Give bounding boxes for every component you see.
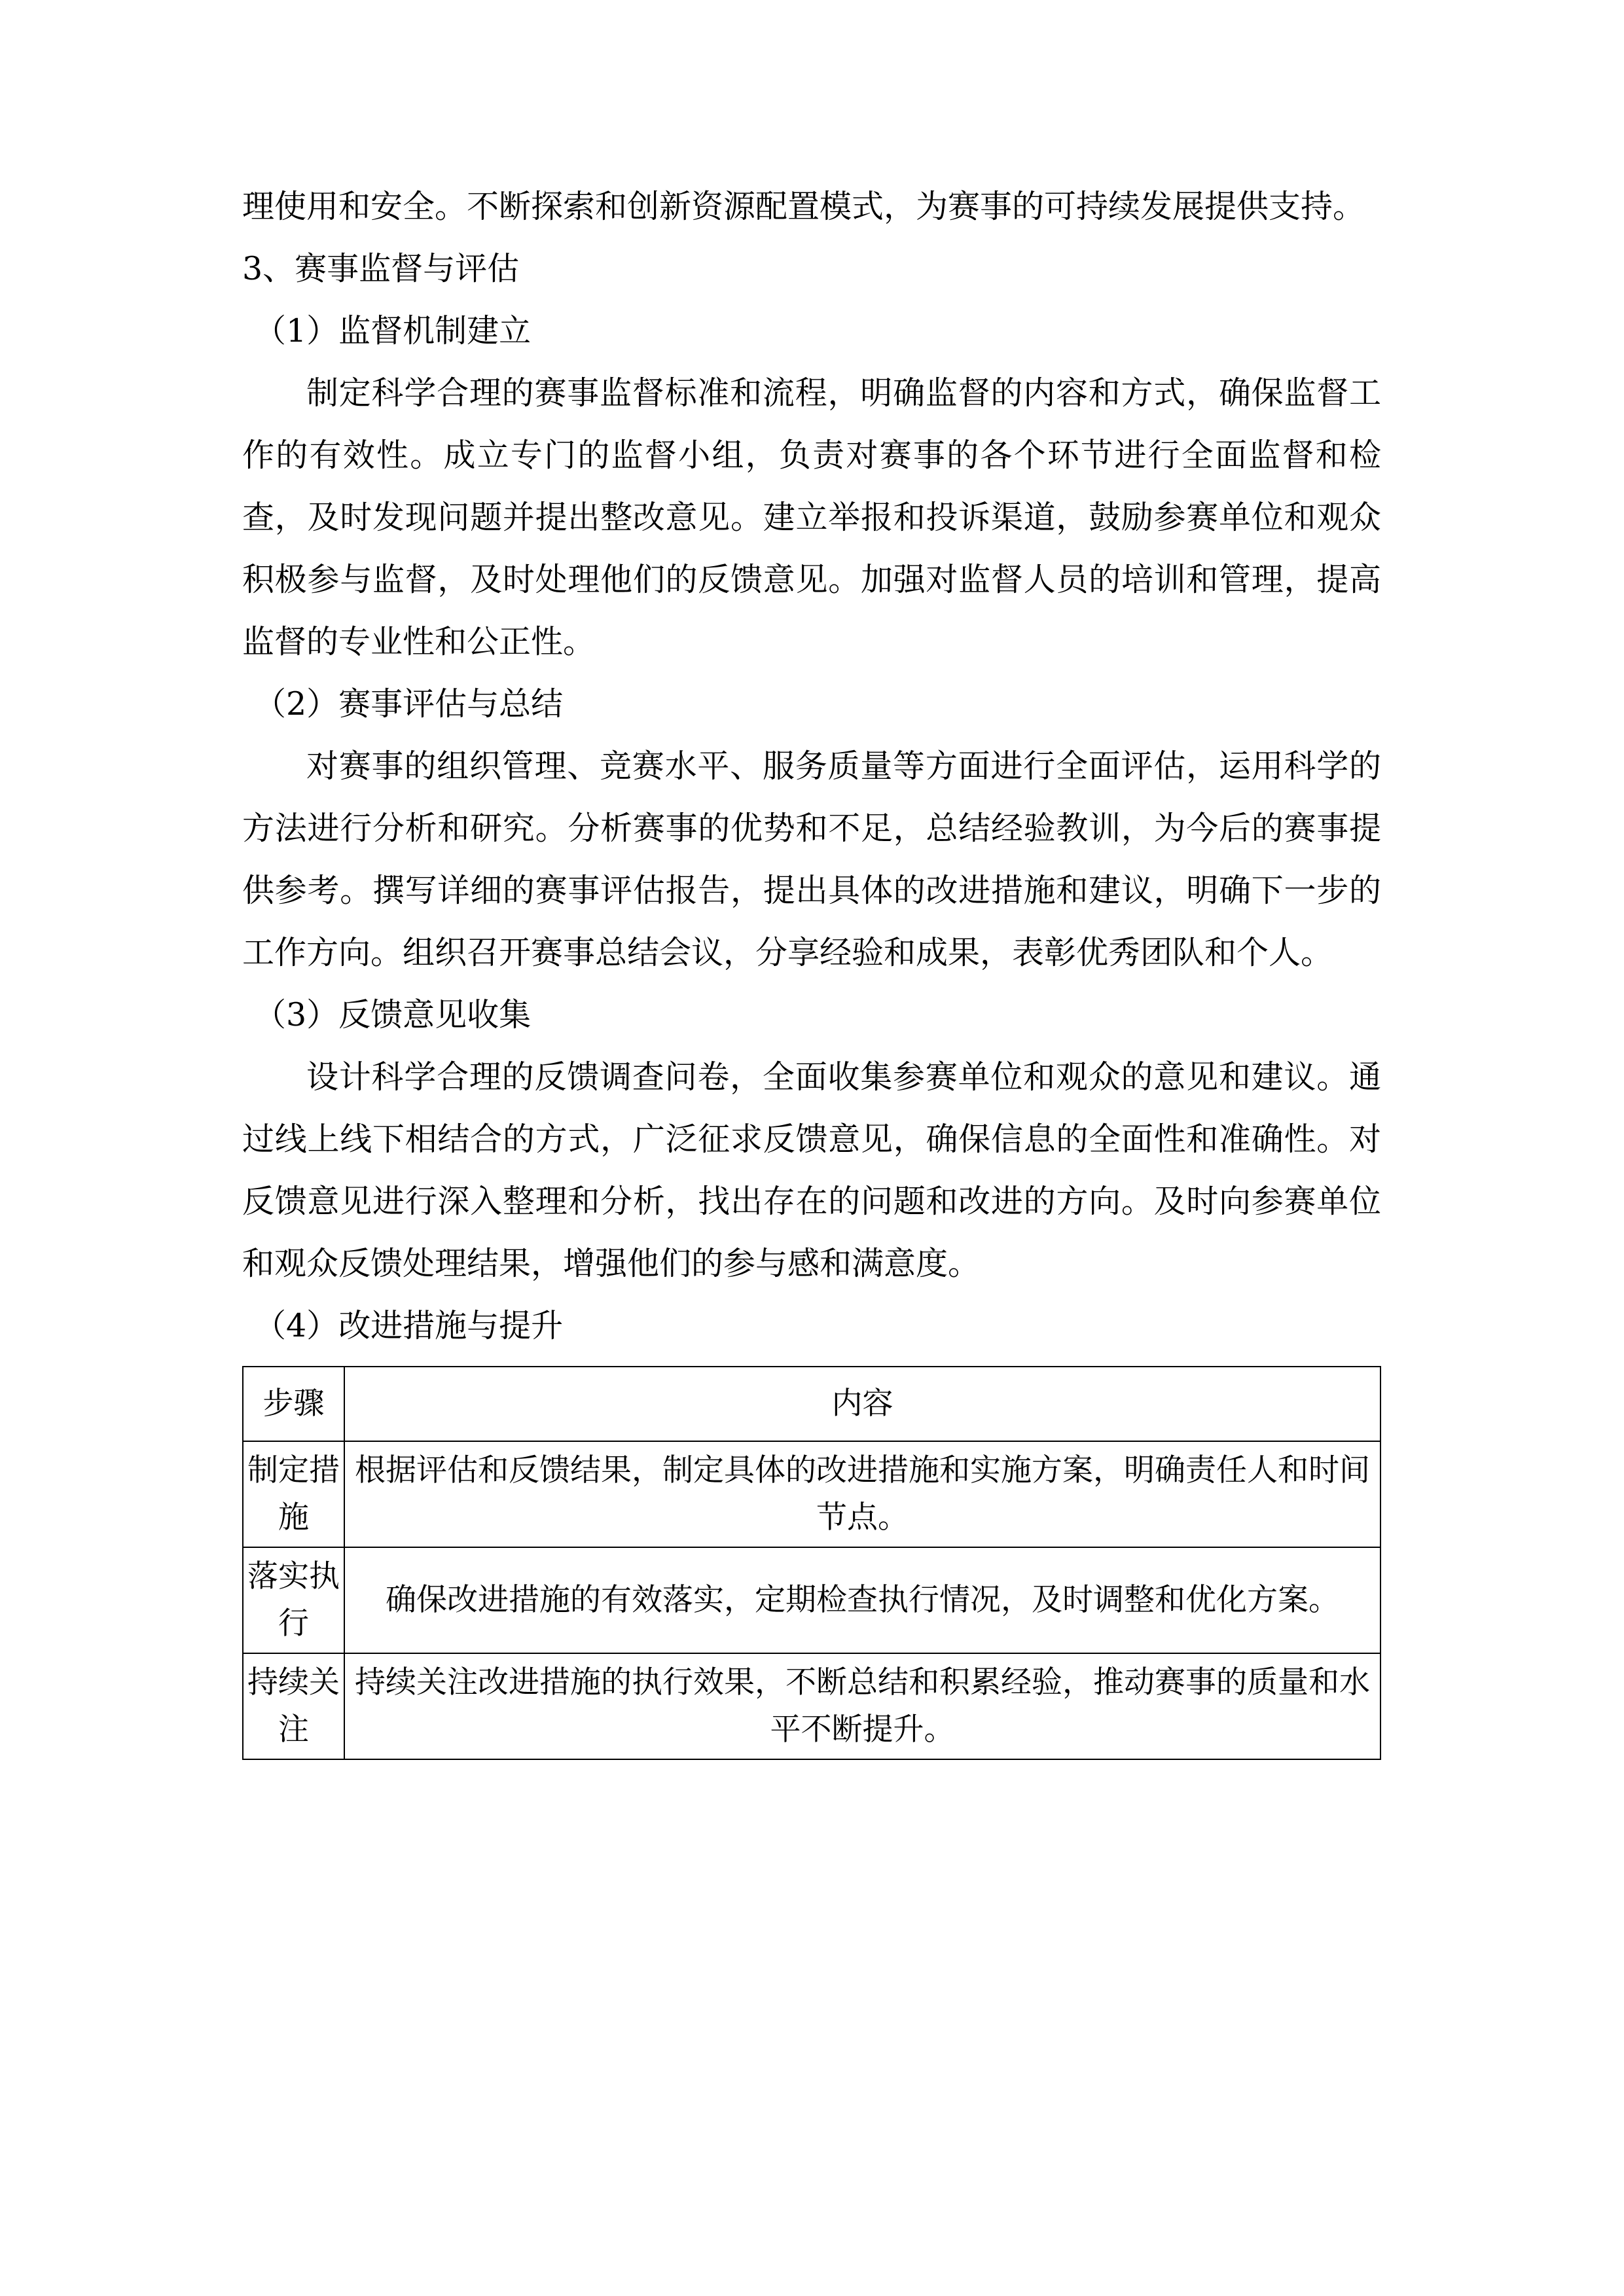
page-content [242,175,1381,1760]
heading-sub-1: （1）监督机制建立 [254,312,532,350]
paragraph-feedback-collection: 设计科学合理的反馈调查问卷，全面收集参赛单位和观众的意见和建议。通过线上线下相结合的方式，广泛征求反馈意见，确保信息的全面性和准确性。对反馈意见进行深入整理和分析，找出存在的问题和改进的方向。及时向参赛单位和观众反馈处理结果，增强他们的参与感和满意度。 [242,1058,1381,1282]
heading-sub-3: （3）反馈意见收集 [254,996,532,1033]
table-cell-step: 落实执行 [243,1547,344,1653]
table-cell-step: 制定措施 [243,1441,344,1547]
table-cell-content: 持续关注改进措施的执行效果，不断总结和积累经验，推动赛事的质量和水平不断提升。 [344,1653,1380,1759]
improvement-table-wrapper [242,1366,1381,1760]
heading-sub-4: （4）改进措施与提升 [254,1307,564,1344]
heading-sub-2: （2）赛事评估与总结 [254,685,564,723]
table-cell-step: 持续关注 [243,1653,344,1759]
table-cell-content: 根据评估和反馈结果，制定具体的改进措施和实施方案，明确责任人和时间节点。 [344,1441,1380,1547]
table-header-row [243,1367,1380,1441]
table-header-step: 步骤 [243,1367,344,1441]
paragraph-supervision-mechanism: 制定科学合理的赛事监督标准和流程，明确监督的内容和方式，确保监督工作的有效性。成立专门的监督小组，负责对赛事的各个环节进行全面监督和检查，及时发现问题并提出整改意见。建立举报和投诉渠道，鼓励参赛单位和观众积极参与监督，及时处理他们的反馈意见。加强对监督人员的培训和管理，提高监督的专业性和公正性。 [242,374,1381,660]
table-header-content: 内容 [344,1367,1380,1441]
table-row [243,1547,1380,1653]
improvement-measures-table [242,1366,1381,1760]
table-row [243,1653,1380,1759]
table-row [243,1441,1380,1547]
heading-section-3: 3、赛事监督与评估 [242,250,520,287]
paragraph-evaluation-summary: 对赛事的组织管理、竞赛水平、服务质量等方面进行全面评估，运用科学的方法进行分析和研究。分析赛事的优势和不足，总结经验教训，为今后的赛事提供参考。撰写详细的赛事评估报告，提出具体的改进措施和建议，明确下一步的工作方向。组织召开赛事总结会议，分享经验和成果，表彰优秀团队和个人。 [242,747,1381,971]
paragraph-continuation: 理使用和安全。不断探索和创新资源配置模式，为赛事的可持续发展提供支持。 [242,188,1365,225]
table-cell-content: 确保改进措施的有效落实，定期检查执行情况，及时调整和优化方案。 [344,1547,1380,1653]
